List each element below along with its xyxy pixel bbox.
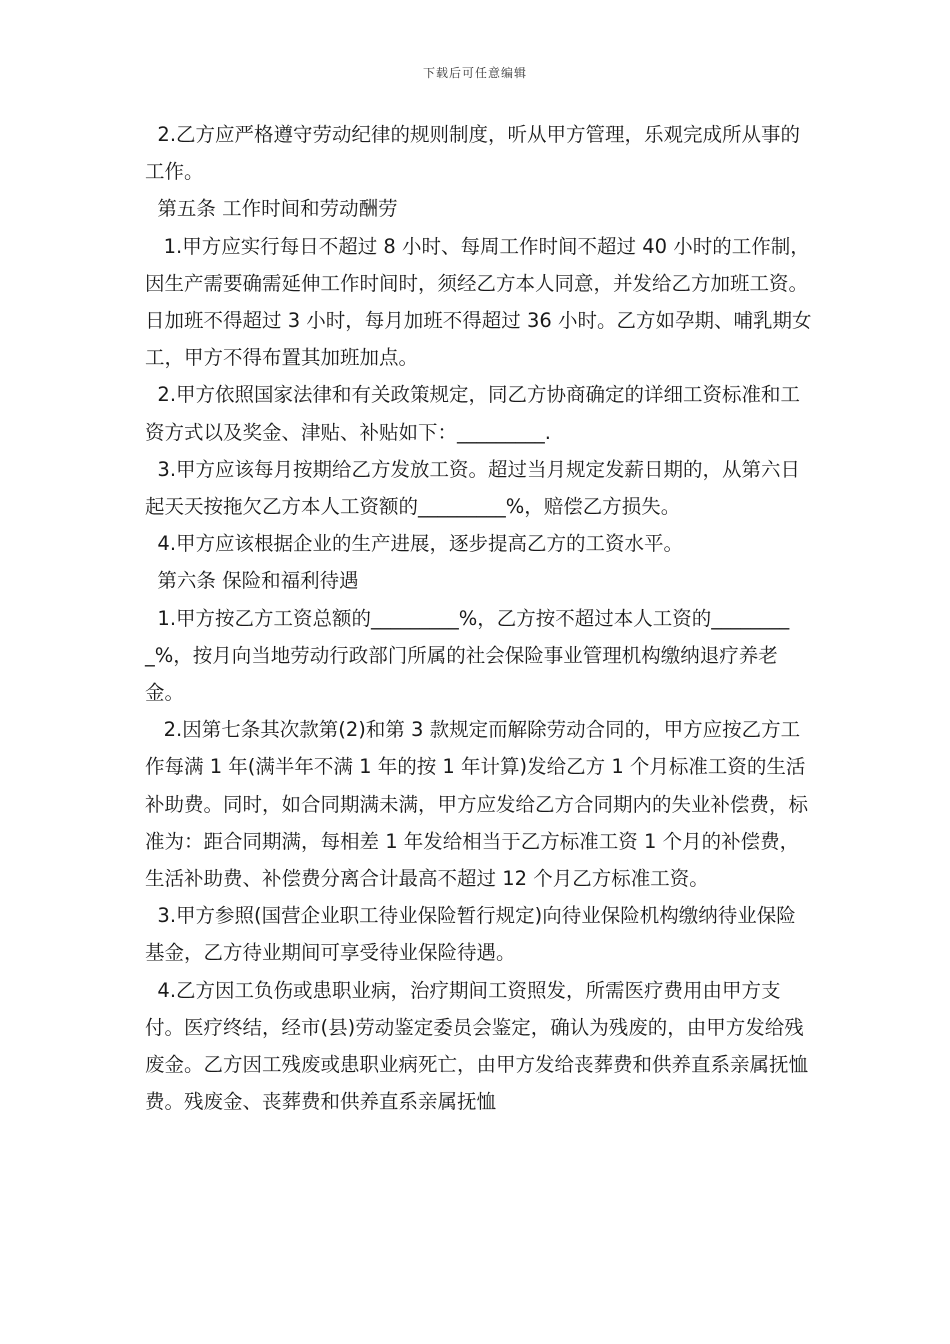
paragraph-article6-item4: 4.乙方因工负伤或患职业病，治疗期间工资照发，所需医疗费用由甲方支付。医疗终结，经市(县)劳动鉴定委员会鉴定，确认为残废的，由甲方发给残废金。乙方因工残废或患职业病死亡，由甲方发给丧葬费和供养直系亲属抚恤费。残废金、丧葬费和供养直系亲属抚恤: [145, 978, 809, 1114]
document-body: [145, 116, 815, 1120]
paragraph-article5-item1: 1.甲方应实行每日不超过 8 小时、每周工作时间不超过 40 小时的工作制，因生产需要确需延伸工作时间时，须经乙方本人同意，并发给乙方加班工资。日加班不得超过 3 小时，每月加班不得超过 36 小时。乙方如孕期、哺乳期女工，甲方不得布置其加班加点。: [145, 234, 812, 370]
paragraph-article5-item4: 4.甲方应该根据企业的生产进展，逐步提高乙方的工资水平。: [145, 532, 684, 556]
heading-article5: 第五条 工作时间和劳动酬劳: [145, 197, 398, 221]
paragraph-article6-item3: 3.甲方参照(国营企业职工待业保险暂行规定)向待业保险机构缴纳待业保险基金，乙方待业期间可享受待业保险待遇。: [145, 904, 796, 965]
page-header: 下载后可任意编辑: [422, 66, 527, 80]
heading-article6: 第六条 保险和福利待遇: [145, 569, 359, 593]
paragraph-article6-item1: 1.甲方按乙方工资总额的_________%，乙方按不超过本人工资的_________%，按月向当地劳动行政部门所属的社会保险事业管理机构缴纳退疗养老金。: [145, 606, 790, 705]
paragraph-article6-item2: 2.因第七条其次款第(2)和第 3 款规定而解除劳动合同的，甲方应按乙方工作每满 1 年(满半年不满 1 年的按 1 年计算)发给乙方 1 个月标准工资的生活补助费。同时，如合同期满未满，甲方应发给乙方合同期内的失业补偿费，标准为：距合同期满，每相差 1 年发给相当于乙方标准工资 1 个月的补偿费，生活补助费、补偿费分离合计最高不超过 12 个月乙方标准工资。: [145, 718, 809, 891]
paragraph-article5-item3: 3.甲方应该每月按期给乙方发放工资。超过当月规定发薪日期的，从第六日起天天按拖欠乙方本人工资额的_________%，赔偿乙方损失。: [145, 457, 801, 519]
paragraph-article4-item2: 2.乙方应严格遵守劳动纪律的规则制度，听从甲方管理，乐观完成所从事的工作。: [145, 123, 801, 184]
paragraph-article5-item2: 2.甲方依照国家法律和有关政策规定，同乙方协商确定的详细工资标准和工资方式以及奖金、津贴、补贴如下：_________.: [145, 383, 801, 444]
